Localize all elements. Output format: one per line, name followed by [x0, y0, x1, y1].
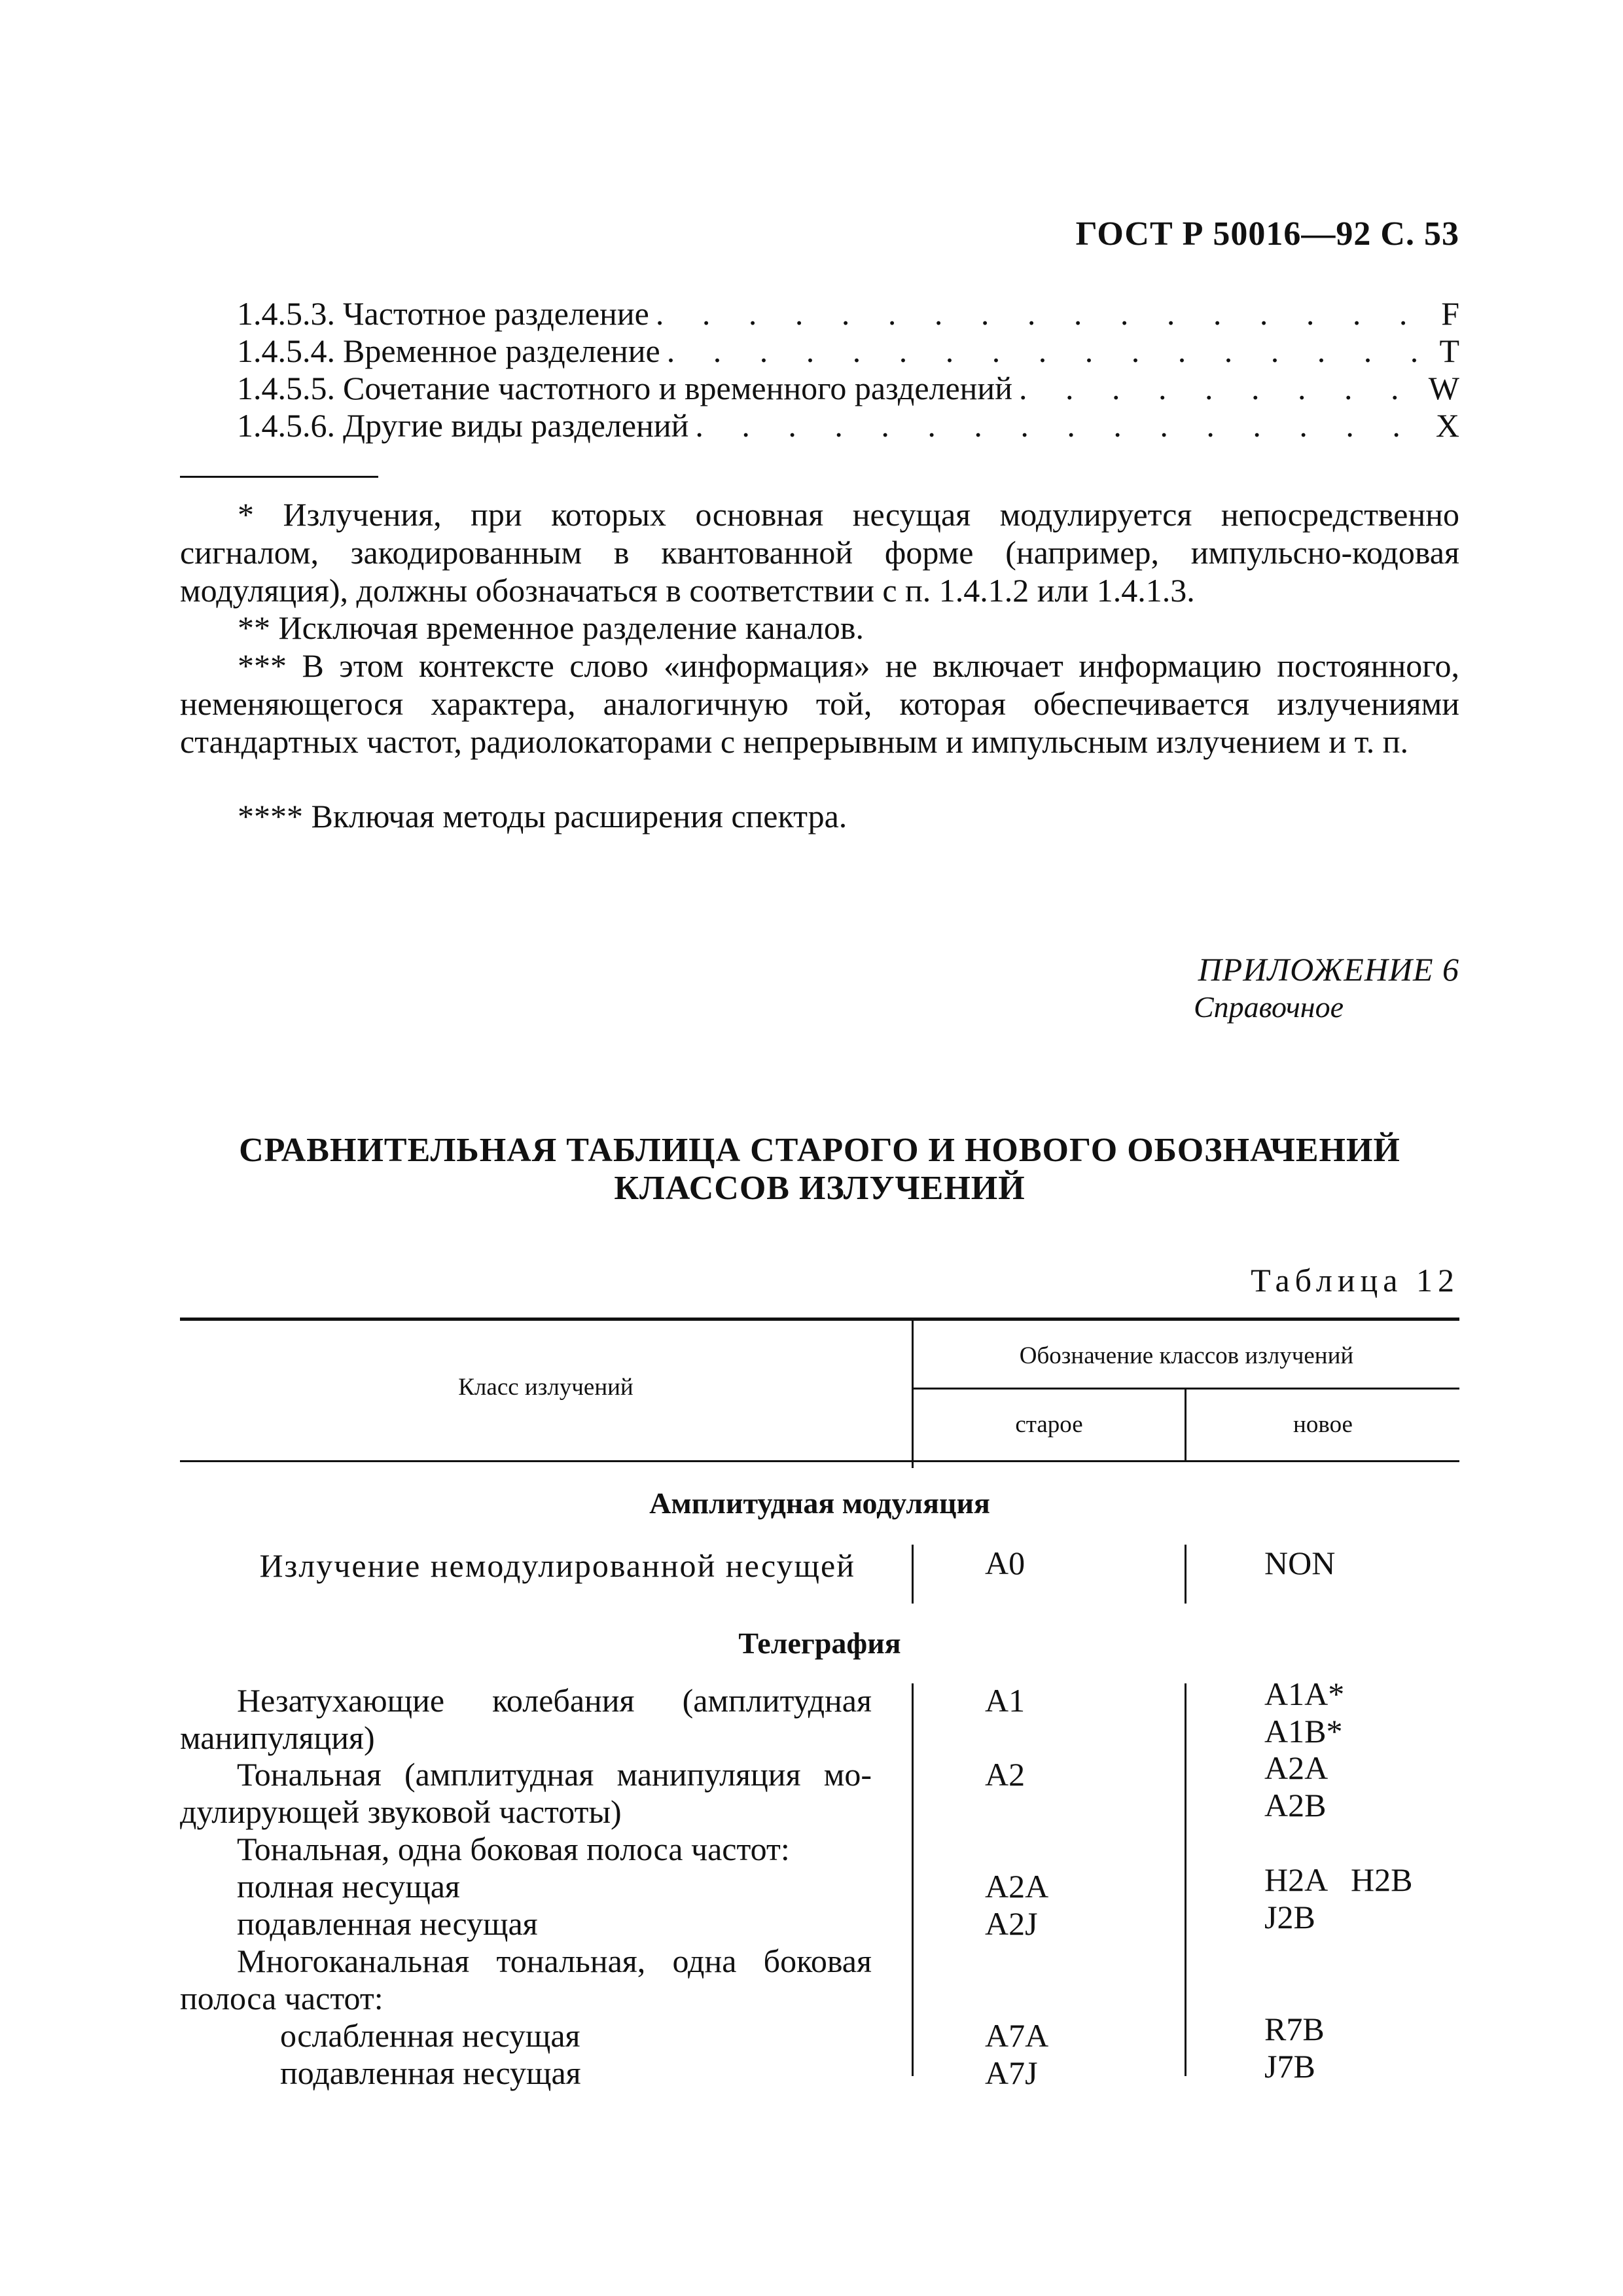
table-row-old: A1: [985, 1682, 1026, 1719]
table-top-rule: [180, 1318, 1459, 1321]
toc-item: [237, 406, 1459, 444]
toc-leader: [695, 406, 1427, 444]
footnote: ** Исключая временное разделение каналов.: [238, 609, 864, 646]
toc-number: 1.4.5.4.: [237, 332, 335, 369]
table-row-old: A2J: [985, 1905, 1038, 1942]
toc-item: [237, 369, 1459, 407]
toc-code: X: [1435, 407, 1459, 444]
table-row-class: манипуляция): [180, 1719, 375, 1756]
toc-number: 1.4.5.6.: [237, 407, 335, 444]
table-row-old: A0: [985, 1545, 1026, 1581]
table-row-new: A2A: [1264, 1749, 1329, 1786]
table-row-new: NON: [1264, 1545, 1336, 1581]
doc-title-line: СРАВНИТЕЛЬНАЯ ТАБЛИЦА СТАРОГО И НОВОГО ОБОЗНАЧЕНИЙ: [239, 1132, 1400, 1169]
toc-code: F: [1441, 295, 1459, 332]
column-header-new: новое: [1293, 1411, 1353, 1438]
table-row-class: Тональная (амплитудная манипуляция мо-: [237, 1756, 872, 1793]
toc-item: [237, 295, 1459, 332]
toc-item: [237, 332, 1459, 370]
table-row-class: полная несущая: [237, 1868, 460, 1905]
appendix-label: ПРИЛОЖЕНИЕ 6: [1198, 951, 1459, 988]
table-row-old: A2: [985, 1756, 1026, 1793]
table-column-divider: [1185, 1545, 1186, 1604]
table-row-class: Незатухающие колебания (амплитудная: [237, 1682, 872, 1719]
footnote: *** В этом контексте слово «информация» не включает информацию постоянного, неменяющегося характера, аналогичную той, которая обеспечивается излучениями стандартных частот, радиолокаторами с непрерывным и импульсным излучением и т. п.: [180, 647, 1459, 760]
footnote-separator: [180, 476, 378, 478]
table-row-new: A1B*: [1264, 1713, 1343, 1749]
table-row-class: дулирующей звуковой частоты): [180, 1793, 622, 1830]
toc-code: W: [1428, 370, 1459, 406]
appendix-subtitle: Справочное: [1194, 990, 1344, 1024]
column-header-designation: Обозначение классов излучений: [1019, 1342, 1354, 1369]
table-row-new: A2B: [1264, 1787, 1327, 1823]
toc-leader: [1019, 369, 1422, 407]
table-row-old: A7A: [985, 2017, 1049, 2054]
table-row-new: R7B: [1264, 2011, 1325, 2047]
table-column-divider: [912, 1683, 914, 2076]
table-row-class: Многоканальная тональная, одна боковая: [237, 1943, 872, 1979]
column-header-old: старое: [1015, 1411, 1083, 1438]
table-row-new: J7B: [1264, 2048, 1315, 2085]
table-row-new: H2A H2B: [1264, 1861, 1413, 1898]
toc-title: Другие виды разделений: [343, 407, 689, 444]
table-caption: Таблица 12: [1251, 1262, 1459, 1299]
toc-leader: [656, 295, 1427, 332]
column-header-class: Класс излучений: [458, 1374, 633, 1401]
table-row-new: J2B: [1264, 1899, 1315, 1935]
table-column-divider: [912, 1545, 914, 1604]
footnote: **** Включая методы расширения спектра.: [238, 798, 847, 834]
section-heading: Телеграфия: [738, 1626, 901, 1660]
table-row-class: Тональная, одна боковая полоса частот:: [237, 1831, 790, 1867]
table-header-bottom-rule: [180, 1460, 1459, 1462]
toc-number: 1.4.5.3.: [237, 295, 335, 332]
table-row-class: ослабленная несущая: [280, 2017, 580, 2054]
table-row-class: полоса частот:: [180, 1980, 383, 2017]
toc-title: Сочетание частотного и временного разделений: [343, 370, 1012, 406]
table-row-class: Излучение немодулированной несущей: [259, 1547, 855, 1584]
toc-title: Частотное разделение: [343, 295, 649, 332]
footnote: * Излучения, при которых основная несущая модулируется непосредственно сигналом, закодированным в квантованной форме (например, импульсно-кодовая модуляция), должны обозначаться в соответствии с п. 1.4.1.2 или 1.4.1.3.: [180, 496, 1459, 609]
toc-title: Временное разделение: [343, 332, 660, 369]
table-row-class: подавленная несущая: [237, 1905, 538, 1942]
table-row-new: A1A*: [1264, 1676, 1345, 1712]
toc-code: T: [1439, 332, 1459, 369]
table-row-old: A2A: [985, 1868, 1049, 1905]
table-row-old: A7J: [985, 2054, 1038, 2091]
doc-title-line: КЛАССОВ ИЗЛУЧЕНИЙ: [614, 1170, 1026, 1207]
table-column-divider: [1185, 1683, 1186, 2076]
table-row-class: подавленная несущая: [280, 2054, 581, 2091]
toc-number: 1.4.5.5.: [237, 370, 335, 406]
section-heading: Амплитудная модуляция: [649, 1486, 990, 1520]
toc-leader: [667, 332, 1427, 370]
page-header: ГОСТ Р 50016—92 С. 53: [1075, 215, 1459, 253]
table-column-divider: [912, 1318, 914, 1468]
